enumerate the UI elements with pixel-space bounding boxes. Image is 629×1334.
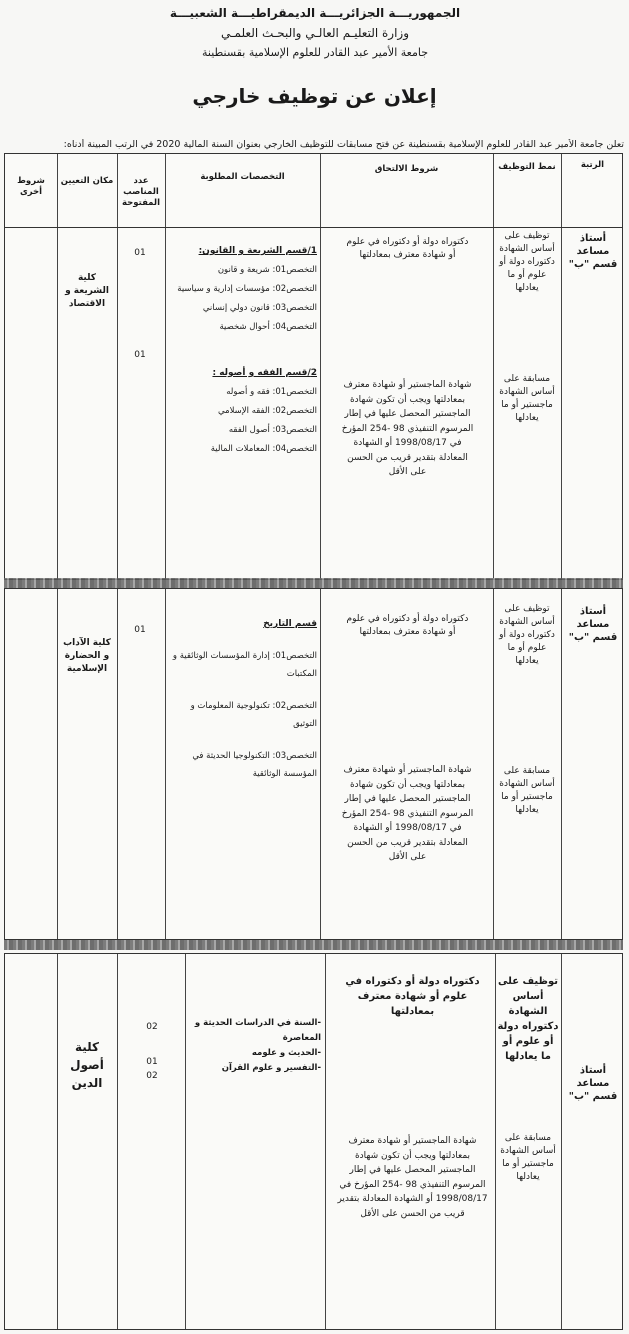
col-place: مكان التعيين bbox=[60, 176, 114, 186]
positions-count: 01 bbox=[134, 248, 146, 258]
positions-count: 01 bbox=[134, 350, 146, 360]
col-rank: الرتبة bbox=[580, 160, 605, 170]
col-positions: عدد المناصب المفتوحة bbox=[121, 176, 160, 208]
specialties-list-1 bbox=[189, 1016, 321, 1076]
section-divider bbox=[4, 578, 623, 588]
col-mode: نمط التوظيف bbox=[498, 162, 556, 172]
header-republic: الجمهوريـــة الجزائريـــة الديمقراطيـــة الشعبيـــة bbox=[169, 6, 461, 20]
specialty-item: -الحديث و علومه bbox=[251, 1048, 321, 1058]
col-specialties: التخصصات المطلوبة bbox=[200, 172, 285, 182]
specialty-item: التخصص04: المعاملات المالية bbox=[210, 444, 317, 454]
condition-magister: شهادة الماجستير أو شهادة معترف بمعادلتها ويجب أن تكون شهادة الماجستير المحصل عليها في إطار المرسوم التنفيذي 98 -254 المؤرخ في 1998/08/17 أو الشهادة المعادلة بتقدير قريب من الحسن على الأقل bbox=[337, 1136, 488, 1219]
specialty-item: التخصص02: الفقه الإسلامي bbox=[217, 406, 317, 416]
rank-label: أستاذ مساعد قسم "ب" bbox=[568, 606, 618, 643]
positions-count: 01 bbox=[134, 625, 146, 635]
col-conditions: شروط الالتحاق bbox=[374, 164, 439, 174]
specialties-list-1 bbox=[167, 615, 317, 783]
mode-doctorate: توظيف على أساس الشهادة دكتوراه دولة أو علوم أو ما يعادلها bbox=[499, 231, 555, 293]
specialty-item: التخصص03: التكنولوجيا الحديثة في المؤسسة الوثائقية bbox=[192, 751, 317, 779]
positions-count: 02 bbox=[146, 1022, 158, 1032]
condition-doctorate: دكتوراه دولة أو دكتوراه في علوم أو شهادة معترف بمعادلتها bbox=[346, 237, 469, 260]
specialty-item: -السنة في الدراسات الحديثة و المعاصرة bbox=[194, 1018, 321, 1043]
positions-count: 01 bbox=[146, 1057, 158, 1067]
positions-count: 02 bbox=[146, 1071, 158, 1081]
specialty-item: -التفسير و علوم القرآن bbox=[221, 1063, 321, 1073]
col-other: شروط أخرى bbox=[17, 176, 45, 197]
mode-magister: مسابقة على أساس الشهادة ماجستير أو ما يعادلها bbox=[499, 374, 555, 423]
section-sharia bbox=[4, 228, 623, 580]
mode-magister: مسابقة على أساس الشهادة ماجستير أو ما يعادلها bbox=[499, 766, 555, 815]
header-ministry: وزارة التعليـم العالـي والبحـث العلمـي bbox=[220, 26, 410, 40]
specialty-item: التخصص04: أحوال شخصية bbox=[219, 322, 317, 332]
table-header bbox=[4, 153, 623, 228]
mode-magister: مسابقة على أساس الشهادة ماجستير أو ما يعادلها bbox=[500, 1133, 556, 1182]
condition-magister: شهادة الماجستير أو شهادة معترف بمعادلتها ويجب أن تكون شهادة الماجستير المحصل عليها في إطار المرسوم التنفيذي 98 -254 المؤرخ في 1998/08/17 أو الشهادة المعادلة بتقدير قريب من الحسن على الأقل bbox=[341, 765, 474, 862]
department-heading: قسم التاريخ bbox=[263, 619, 317, 629]
specialties-list-1 bbox=[167, 242, 317, 337]
place-label: كلية الشريعة و الاقتصاد bbox=[65, 273, 109, 309]
section-letters bbox=[4, 588, 623, 940]
department-heading: 2/قسم الفقه و أصوله : bbox=[212, 368, 317, 378]
mode-doctorate: توظيف على أساس الشهادة دكتوراه دولة أو علوم أو ما يعادلها bbox=[497, 976, 559, 1062]
condition-magister: شهادة الماجستير أو شهادة معترف بمعادلتها ويجب أن تكون شهادة الماجستير المحصل عليها في إطار المرسوم التنفيذي 98 -254 المؤرخ في 1998/08/17 أو الشهادة المعادلة بتقدير قريب من الحسن على الأقل bbox=[341, 380, 474, 477]
place-label: كلية أصول الدين bbox=[70, 1040, 104, 1090]
specialty-item: التخصص01: شريعة و قانون bbox=[217, 265, 317, 275]
condition-doctorate: دكتوراه دولة أو دكتوراه في علوم أو شهادة معترف بمعادلتها bbox=[345, 976, 480, 1017]
specialties-list-2 bbox=[167, 364, 317, 459]
rank-label: أستاذ مساعد قسم "ب" bbox=[568, 1065, 618, 1102]
specialty-item: التخصص03: قانون دولي إنساني bbox=[202, 303, 317, 313]
section-usul-din bbox=[4, 953, 623, 1330]
specialty-item: التخصص01: إدارة المؤسسات الوثائقية و المكتبات bbox=[172, 651, 317, 679]
section-divider bbox=[4, 940, 623, 950]
specialty-item: التخصص02: مؤسسات إدارية و سياسية bbox=[177, 284, 317, 294]
mode-doctorate: توظيف على أساس الشهادة دكتوراه دولة أو علوم أو ما يعادلها bbox=[499, 604, 555, 666]
announcement-intro: تعلن جامعة الأمير عبد القادر للعلوم الإسلامية بقسنطينة عن فتح مسابقات للتوظيف الخارجي بعنوان السنة المالية 2020 في الرتب المبينة أدناه: bbox=[63, 139, 624, 150]
header-university: جامعة الأمير عبد القادر للعلوم الإسلامية بقسنطينة bbox=[202, 46, 428, 59]
place-label: كلية الآداب و الحضارة الإسلامية bbox=[63, 638, 111, 674]
specialty-item: التخصص02: تكنولوجية المعلومات و التوثيق bbox=[190, 701, 317, 729]
specialty-item: التخصص03: أصول الفقه bbox=[228, 425, 317, 435]
department-heading: 1/قسم الشريعة و القانون: bbox=[198, 246, 317, 256]
condition-doctorate: دكتوراه دولة أو دكتوراه في علوم أو شهادة معترف بمعادلتها bbox=[346, 614, 469, 637]
specialty-item: التخصص01: فقه و أصوله bbox=[226, 387, 317, 397]
rank-label: أستاذ مساعد قسم "ب" bbox=[568, 233, 618, 270]
announcement-title: إعلان عن توظيف خارجي bbox=[192, 84, 437, 108]
